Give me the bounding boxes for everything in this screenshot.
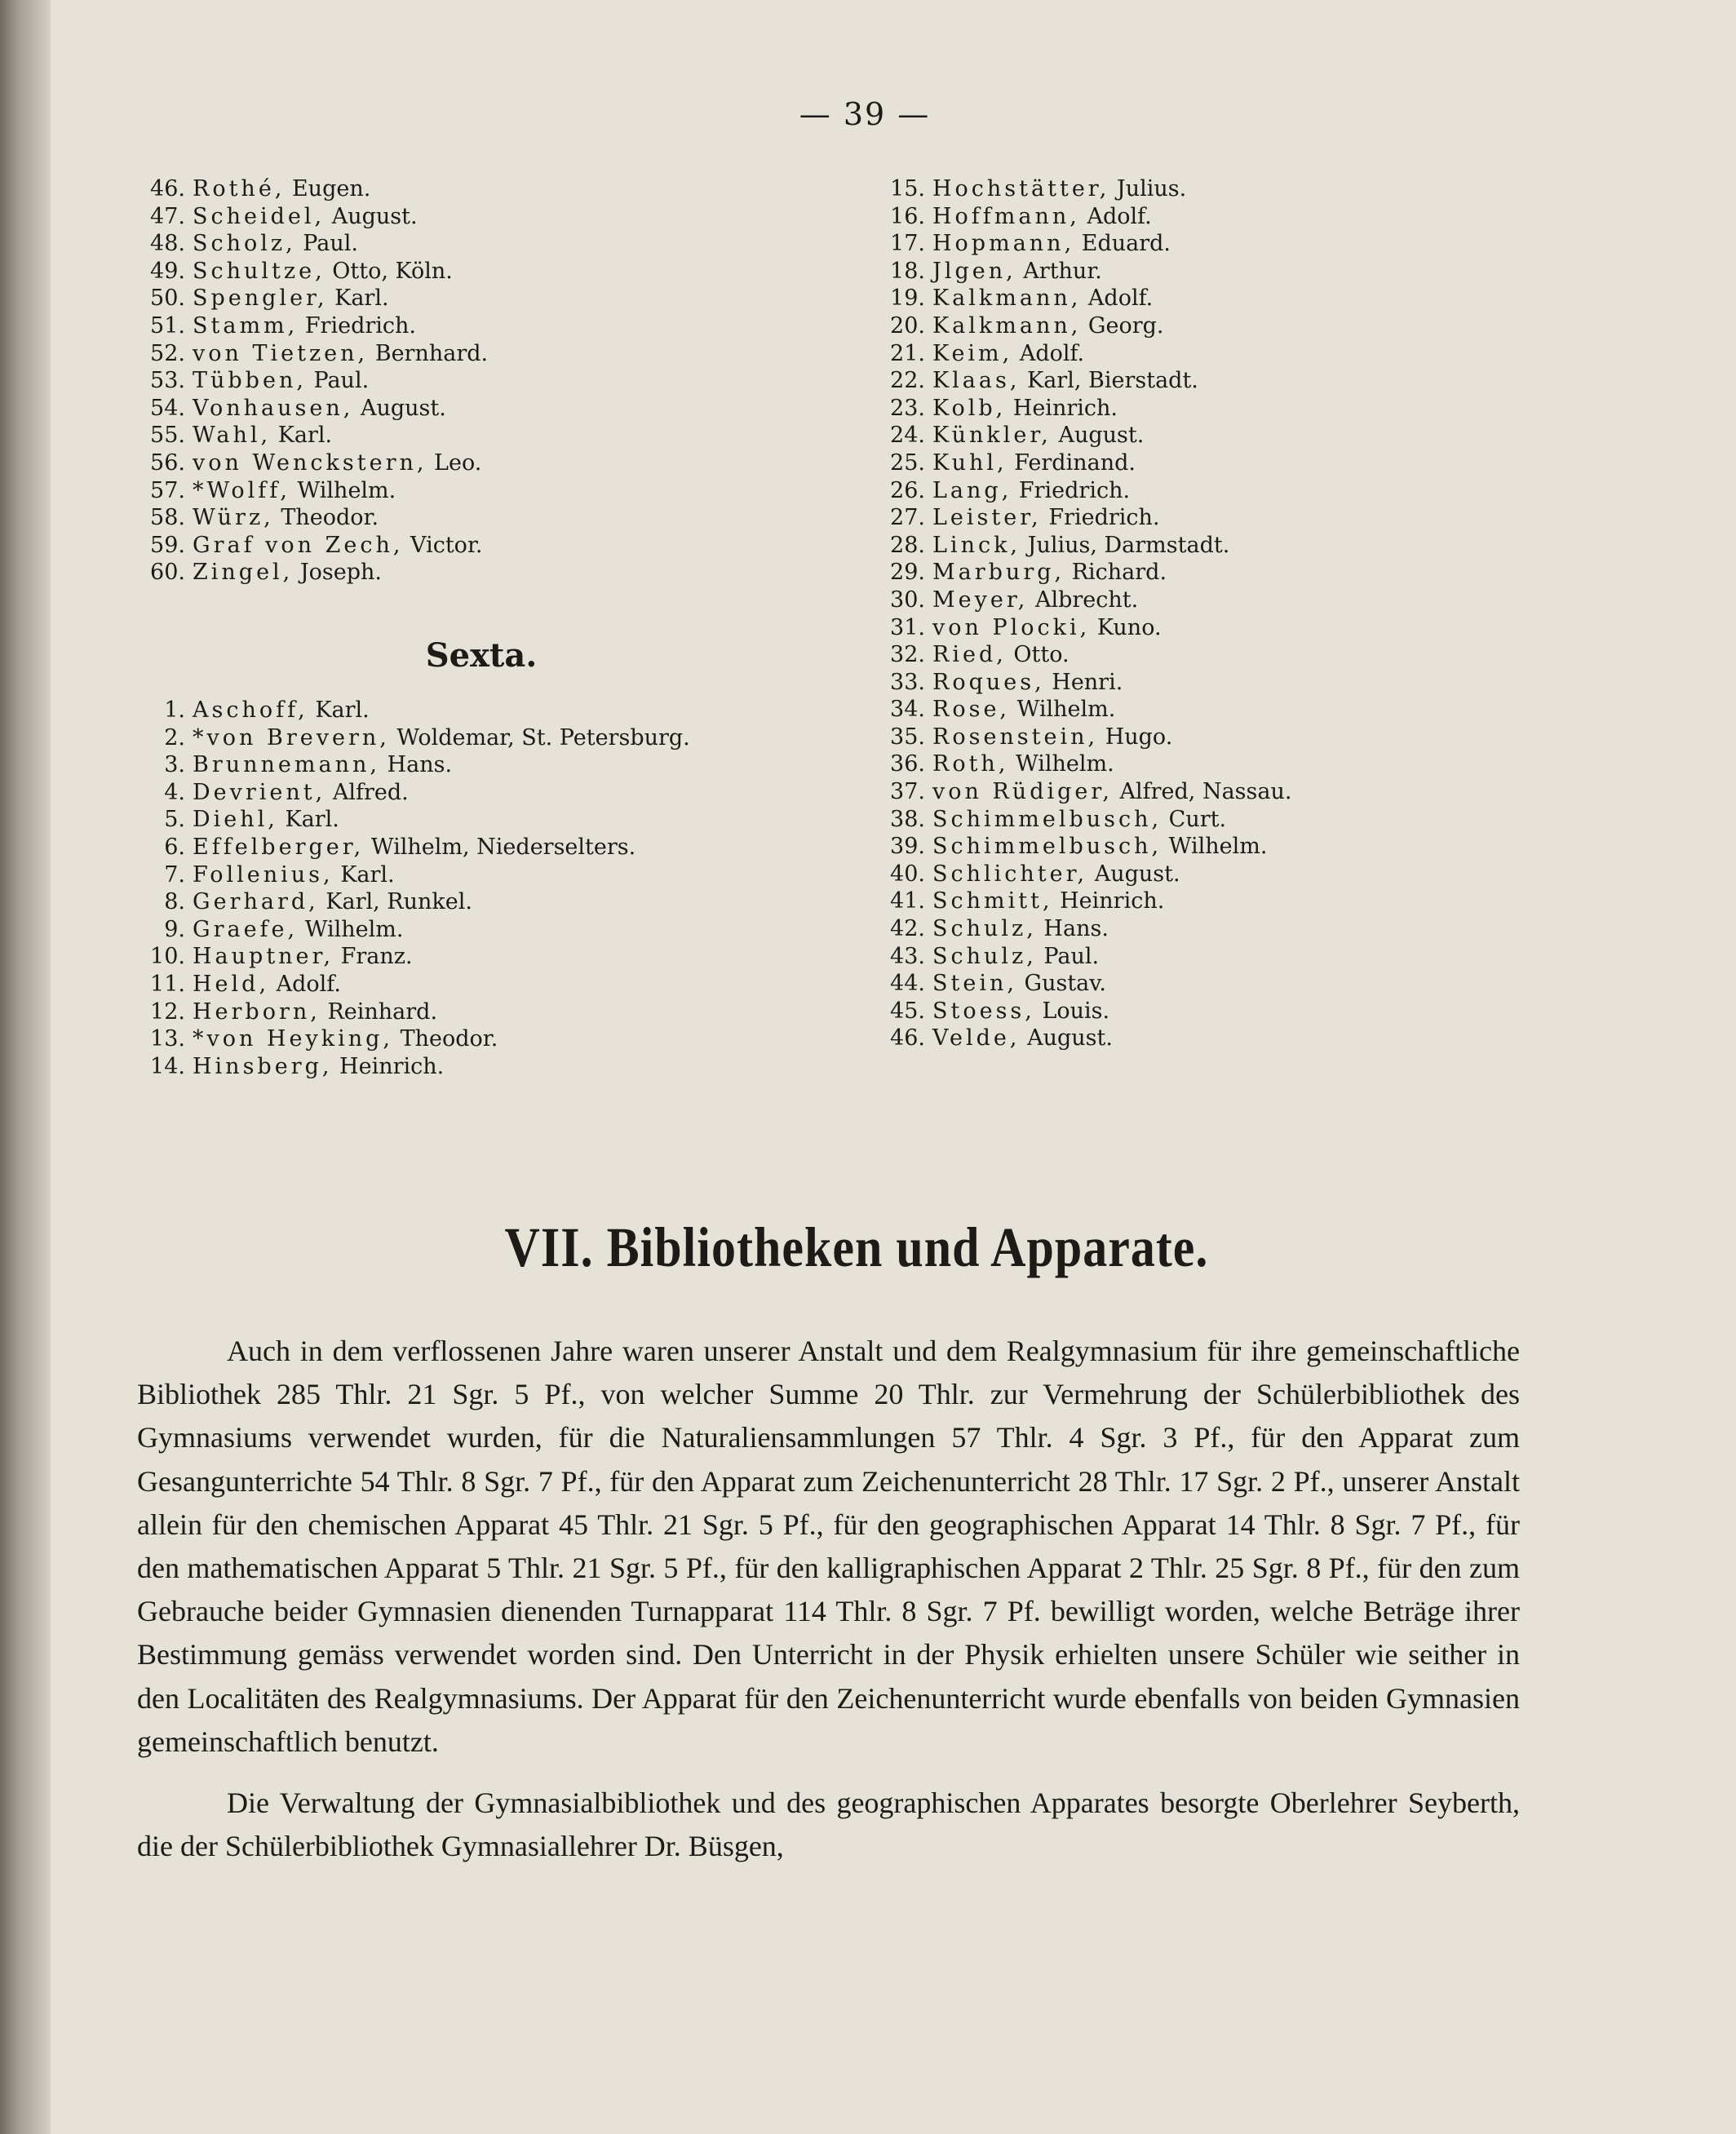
entry-details: Woldemar, St. Petersburg. xyxy=(389,724,690,750)
entry-surname: *Wolff, xyxy=(193,477,290,503)
entry-surname: von Tietzen, xyxy=(193,340,369,366)
entry-number: 12. xyxy=(150,998,185,1025)
entry-surname: Schultze, xyxy=(193,258,326,284)
entry-details: Kuno. xyxy=(1090,614,1162,640)
entry-number: 47. xyxy=(150,203,185,229)
entry-surname: Hoffmann, xyxy=(932,203,1080,229)
entry-number: 46. xyxy=(890,1025,925,1052)
list-item xyxy=(143,779,690,807)
list-item xyxy=(883,724,1291,751)
entry-number: 9. xyxy=(164,916,185,942)
entry-details: Bernhard. xyxy=(368,340,489,366)
list-item xyxy=(883,367,1291,395)
entry-details: Adolf. xyxy=(1012,340,1085,366)
entry-number: 52. xyxy=(150,340,185,366)
entry-surname: Hauptner, xyxy=(193,944,334,970)
entry-number: 58. xyxy=(150,505,185,531)
entry-number: 53. xyxy=(150,368,185,394)
list-item xyxy=(143,258,488,286)
entry-surname: Schulz, xyxy=(932,916,1037,942)
entry-surname: Keim, xyxy=(932,340,1013,366)
entry-details: Karl. xyxy=(333,861,395,888)
body-paragraph: Auch in dem verflossenen Jahre waren unserer Anstalt und dem Realgymnasium für ihre gemeinschaftliche Bibliothek 285 Thlr. 21 Sgr. 5 Pf., von welcher Summe 20 Thlr. zur Vermehrung der Schülerbibliothek des Gymnasiums verwendet wurden, für die Naturaliensammlungen 57 Thlr. 4 Sgr. 3 Pf., für den Apparat zum Gesangunterrichte 54 Thlr. 8 Sgr. 7 Pf., für den Apparat zum Zeichenunterricht 28 Thlr. 17 Sgr. 2 Pf., unserer Anstalt allein für den chemischen Apparat 45 Thlr. 21 Sgr. 5 Pf., für den geographischen Apparat 14 Thlr. 8 Sgr. 7 Pf., für den mathematischen Apparat 5 Thlr. 21 Sgr. 5 Pf., für den kalligraphischen Apparat 2 Thlr. 25 Sgr. 8 Pf., für den zum Gebrauche beider Gymnasien dienenden Turnapparat 114 Thlr. 8 Sgr. 7 Pf. bewilligt worden, welche Beträge ihrer Bestimmung gemäss verwendet worden sind. Den Unterricht in der Physik erhielten unsere Schüler wie seither in den Localitäten des Realgymnasiums. Der Apparat für den Zeichenunterricht wurde ebenfalls von beiden Gymnasien gemeinschaftlich benutzt. xyxy=(137,1335,1520,1758)
entry-surname: Rothé, xyxy=(193,176,286,201)
entry-details: Karl. xyxy=(327,286,389,312)
section-heading-sexta: Sexta. xyxy=(425,636,538,675)
entry-number: 39. xyxy=(890,834,925,860)
list-item xyxy=(143,971,690,998)
entry-surname: Gerhard, xyxy=(193,889,319,915)
entry-number: 54. xyxy=(150,395,185,421)
body-paragraph: Die Verwaltung der Gymnasialbibliothek und des geographischen Apparates besorgte Oberlehrer Seyberth, die der Schülerbibliothek Gymnasiallehrer Dr. Büsgen, xyxy=(137,1786,1520,1863)
entry-details: Karl. xyxy=(271,423,333,449)
entry-number: 1. xyxy=(164,697,185,723)
entry-number: 10. xyxy=(150,944,185,970)
list-item xyxy=(143,422,488,449)
entry-surname: Zingel, xyxy=(193,560,294,586)
entry-surname: Graefe, xyxy=(193,916,299,942)
entry-details: Friedrich. xyxy=(1041,505,1160,531)
entry-surname: Marburg, xyxy=(932,560,1065,586)
entry-details: Wilhelm. xyxy=(298,916,404,942)
entry-details: Arthur. xyxy=(1016,258,1102,284)
entry-surname: Stoess, xyxy=(932,998,1035,1024)
entry-surname: Scholz, xyxy=(193,231,296,257)
list-item xyxy=(143,532,488,560)
entry-details: Friedrich. xyxy=(1012,477,1131,503)
entry-details: Wilhelm, Niederselters. xyxy=(364,834,636,860)
list-item xyxy=(143,175,488,203)
entry-surname: Hopmann, xyxy=(932,231,1075,257)
entry-number: 19. xyxy=(890,286,925,312)
entry-details: Julius. xyxy=(1109,176,1187,201)
entry-number: 32. xyxy=(890,642,925,668)
entry-details: Albrecht. xyxy=(1028,587,1139,613)
list-item xyxy=(143,449,488,477)
entry-number: 25. xyxy=(890,449,925,476)
entry-details: Wilhelm. xyxy=(290,477,396,503)
entry-number: 31. xyxy=(890,614,925,640)
entry-surname: Kalkmann, xyxy=(932,312,1082,339)
list-item xyxy=(883,340,1291,368)
entry-details: Theodor. xyxy=(273,505,379,531)
entry-number: 44. xyxy=(890,971,925,997)
entry-surname: Roques, xyxy=(932,669,1045,695)
entry-number: 11. xyxy=(150,971,185,997)
entry-details: Alfred, Nassau. xyxy=(1112,779,1292,805)
entry-number: 46. xyxy=(150,176,185,201)
entry-surname: *von Brevern, xyxy=(193,724,390,750)
entry-details: Adolf. xyxy=(1079,203,1152,229)
entry-number: 56. xyxy=(150,449,185,476)
list-item xyxy=(883,559,1291,587)
list-item xyxy=(883,750,1291,778)
entry-surname: Held, xyxy=(193,971,270,997)
entry-details: August. xyxy=(1087,861,1180,887)
list-item xyxy=(883,395,1291,423)
student-list-continued xyxy=(143,175,488,587)
entry-surname: Rosenstein, xyxy=(932,724,1099,750)
entry-number: 60. xyxy=(150,560,185,586)
list-item xyxy=(883,888,1291,915)
entry-surname: Schimmelbusch, xyxy=(932,806,1162,832)
list-item xyxy=(883,504,1291,532)
entry-surname: von Wenckstern, xyxy=(193,449,427,476)
entry-number: 48. xyxy=(150,231,185,257)
chapter-title: VII. Bibliotheken und Apparate. xyxy=(504,1215,1209,1278)
entry-details: Adolf. xyxy=(269,971,341,997)
list-item xyxy=(883,833,1291,861)
entry-surname: Schmitt, xyxy=(932,888,1053,914)
list-item xyxy=(143,998,690,1026)
entry-details: August. xyxy=(325,203,418,229)
entry-details: Heinrich. xyxy=(332,1053,445,1079)
entry-surname: Kolb, xyxy=(932,395,1007,421)
entry-details: Karl, Bierstadt. xyxy=(1020,368,1198,394)
list-item xyxy=(883,203,1291,231)
entry-surname: Jlgen, xyxy=(932,258,1016,284)
list-item xyxy=(883,614,1291,642)
entry-surname: Schulz, xyxy=(932,943,1037,969)
entry-details: Karl. xyxy=(277,807,339,833)
entry-surname: Scheidel, xyxy=(193,203,326,229)
list-item xyxy=(143,834,690,861)
list-item xyxy=(143,559,488,587)
entry-number: 15. xyxy=(890,176,925,201)
entry-surname: Velde, xyxy=(932,1025,1021,1052)
entry-surname: Hochstätter, xyxy=(932,176,1110,201)
entry-surname: Kuhl, xyxy=(932,449,1008,476)
entry-details: Henri. xyxy=(1044,669,1123,695)
entry-number: 33. xyxy=(890,669,925,695)
list-item xyxy=(883,258,1291,286)
entry-surname: Würz, xyxy=(193,505,274,531)
entry-number: 49. xyxy=(150,258,185,284)
list-item xyxy=(143,340,488,368)
entry-details: Wilhelm. xyxy=(1162,834,1268,860)
entry-number: 8. xyxy=(164,889,185,915)
list-item xyxy=(143,395,488,423)
list-item xyxy=(883,477,1291,505)
entry-details: Paul. xyxy=(1036,943,1100,969)
entry-surname: Hinsberg, xyxy=(193,1053,333,1079)
entry-surname: *von Heyking, xyxy=(193,1026,394,1052)
entry-number: 17. xyxy=(890,231,925,257)
entry-details: Leo. xyxy=(427,449,482,476)
entry-details: Reinhard. xyxy=(320,998,438,1025)
list-item xyxy=(883,449,1291,477)
entry-surname: Künkler, xyxy=(932,423,1052,449)
list-item xyxy=(883,532,1291,560)
entry-surname: Wahl, xyxy=(193,423,272,449)
entry-surname: Stamm, xyxy=(193,312,299,339)
entry-number: 13. xyxy=(150,1026,185,1052)
entry-surname: Brunnemann, xyxy=(193,752,380,778)
list-item xyxy=(883,778,1291,806)
entry-details: Wilhelm. xyxy=(1010,697,1116,723)
entry-number: 3. xyxy=(164,752,185,778)
student-list-sexta-left xyxy=(143,697,690,1080)
student-list-sexta-right xyxy=(883,175,1291,1052)
list-item xyxy=(143,697,690,724)
list-item xyxy=(883,422,1291,449)
entry-number: 35. xyxy=(890,724,925,750)
list-item xyxy=(883,587,1291,614)
entry-surname: Devrient, xyxy=(193,779,326,805)
list-item xyxy=(883,970,1291,998)
entry-details: Gustav. xyxy=(1016,971,1106,997)
entry-number: 22. xyxy=(890,368,925,394)
entry-details: Louis. xyxy=(1034,998,1110,1024)
entry-surname: Tübben, xyxy=(193,368,307,394)
list-item xyxy=(143,285,488,312)
entry-surname: Rose, xyxy=(932,697,1011,723)
list-item xyxy=(143,724,690,752)
list-item xyxy=(883,312,1291,340)
entry-number: 43. xyxy=(890,943,925,969)
entry-details: Adolf. xyxy=(1081,286,1154,312)
entry-surname: Roth, xyxy=(932,751,1009,777)
entry-number: 40. xyxy=(890,861,925,887)
entry-details: Victor. xyxy=(403,532,483,558)
entry-details: Friedrich. xyxy=(298,312,416,339)
entry-surname: Leister, xyxy=(932,505,1042,531)
entry-number: 55. xyxy=(150,423,185,449)
list-item xyxy=(883,230,1291,258)
list-item xyxy=(143,367,488,395)
entry-number: 4. xyxy=(164,779,185,805)
entry-details: August. xyxy=(1020,1025,1113,1052)
entry-number: 27. xyxy=(890,505,925,531)
entry-details: Hugo. xyxy=(1098,724,1173,750)
entry-details: August. xyxy=(1051,423,1145,449)
entry-details: Paul. xyxy=(295,231,358,257)
list-item xyxy=(883,806,1291,834)
list-item xyxy=(883,943,1291,971)
list-item xyxy=(143,477,488,505)
entry-details: Georg. xyxy=(1081,312,1164,339)
entry-details: August. xyxy=(353,395,446,421)
entry-details: Paul. xyxy=(306,368,370,394)
entry-number: 34. xyxy=(890,697,925,723)
entry-details: Curt. xyxy=(1162,806,1227,832)
list-item xyxy=(143,504,488,532)
list-item xyxy=(143,806,690,834)
entry-number: 28. xyxy=(890,532,925,558)
entry-details: Hans. xyxy=(379,752,453,778)
entry-details: Ferdinand. xyxy=(1007,449,1136,476)
chapter-body xyxy=(137,1330,1520,1868)
entry-surname: von Plocki, xyxy=(932,614,1091,640)
entry-number: 37. xyxy=(890,779,925,805)
entry-number: 6. xyxy=(164,834,185,860)
entry-surname: Meyer, xyxy=(932,587,1029,613)
entry-details: Otto. xyxy=(1006,642,1070,668)
list-item xyxy=(143,751,690,779)
list-item xyxy=(143,1025,690,1053)
entry-number: 24. xyxy=(890,423,925,449)
entry-number: 57. xyxy=(150,477,185,503)
entry-surname: Follenius, xyxy=(193,861,334,888)
entry-details: Theodor. xyxy=(393,1026,498,1052)
list-item xyxy=(143,888,690,916)
entry-surname: Ried, xyxy=(932,642,1007,668)
entry-details: Julius, Darmstadt. xyxy=(1021,532,1230,558)
list-item xyxy=(143,943,690,971)
entry-number: 41. xyxy=(890,888,925,914)
entry-details: Heinrich. xyxy=(1052,888,1165,914)
entry-number: 45. xyxy=(890,998,925,1024)
entry-details: Otto, Köln. xyxy=(325,258,453,284)
entry-number: 50. xyxy=(150,286,185,312)
entry-surname: Diehl, xyxy=(193,807,278,833)
list-item xyxy=(143,203,488,231)
entry-number: 23. xyxy=(890,395,925,421)
entry-number: 16. xyxy=(890,203,925,229)
entry-number: 51. xyxy=(150,312,185,339)
list-item xyxy=(883,861,1291,888)
entry-number: 2. xyxy=(164,724,185,750)
entry-surname: Graf von Zech, xyxy=(193,532,404,558)
entry-number: 20. xyxy=(890,312,925,339)
entry-number: 14. xyxy=(150,1053,185,1079)
entry-surname: Vonhausen, xyxy=(193,395,354,421)
entry-number: 30. xyxy=(890,587,925,613)
entry-surname: Schlichter, xyxy=(932,861,1088,887)
entry-number: 21. xyxy=(890,340,925,366)
list-item xyxy=(883,915,1291,943)
list-item xyxy=(143,312,488,340)
list-item xyxy=(143,1053,690,1081)
list-item xyxy=(143,230,488,258)
entry-surname: Linck, xyxy=(932,532,1021,558)
entry-number: 42. xyxy=(890,916,925,942)
entry-surname: Spengler, xyxy=(193,286,328,312)
list-item xyxy=(143,916,690,944)
entry-number: 26. xyxy=(890,477,925,503)
entry-details: Franz. xyxy=(334,944,413,970)
entry-details: Eduard. xyxy=(1074,231,1171,257)
list-item xyxy=(883,285,1291,312)
entry-details: Heinrich. xyxy=(1006,395,1118,421)
entry-details: Karl. xyxy=(308,697,370,723)
entry-details: Richard. xyxy=(1065,560,1167,586)
entry-details: Wilhelm. xyxy=(1008,751,1114,777)
entry-details: Karl, Runkel. xyxy=(318,889,472,915)
entry-number: 29. xyxy=(890,560,925,586)
page-number: — 39 — xyxy=(799,96,931,132)
entry-surname: Herborn, xyxy=(193,998,321,1025)
entry-surname: Stein, xyxy=(932,971,1017,997)
entry-number: 18. xyxy=(890,258,925,284)
entry-details: Joseph. xyxy=(293,560,383,586)
entry-surname: von Rüdiger, xyxy=(932,779,1113,805)
entry-surname: Schimmelbusch, xyxy=(932,834,1162,860)
list-item xyxy=(883,1025,1291,1052)
entry-number: 7. xyxy=(164,861,185,888)
entry-surname: Lang, xyxy=(932,477,1012,503)
entry-surname: Kalkmann, xyxy=(932,286,1082,312)
entry-number: 5. xyxy=(164,807,185,833)
list-item xyxy=(143,861,690,889)
entry-number: 36. xyxy=(890,751,925,777)
entry-number: 38. xyxy=(890,806,925,832)
entry-details: Hans. xyxy=(1036,916,1109,942)
entry-surname: Aschoff, xyxy=(193,697,308,723)
list-item xyxy=(883,669,1291,697)
list-item xyxy=(883,641,1291,669)
list-item xyxy=(883,696,1291,724)
entry-surname: Klaas, xyxy=(932,368,1021,394)
entry-surname: Effelberger, xyxy=(193,834,365,860)
list-item xyxy=(883,175,1291,203)
entry-number: 59. xyxy=(150,532,185,558)
entry-details: Eugen. xyxy=(285,176,371,201)
entry-details: Alfred. xyxy=(326,779,409,805)
page-edge-shadow xyxy=(0,0,51,2134)
list-item xyxy=(883,998,1291,1025)
